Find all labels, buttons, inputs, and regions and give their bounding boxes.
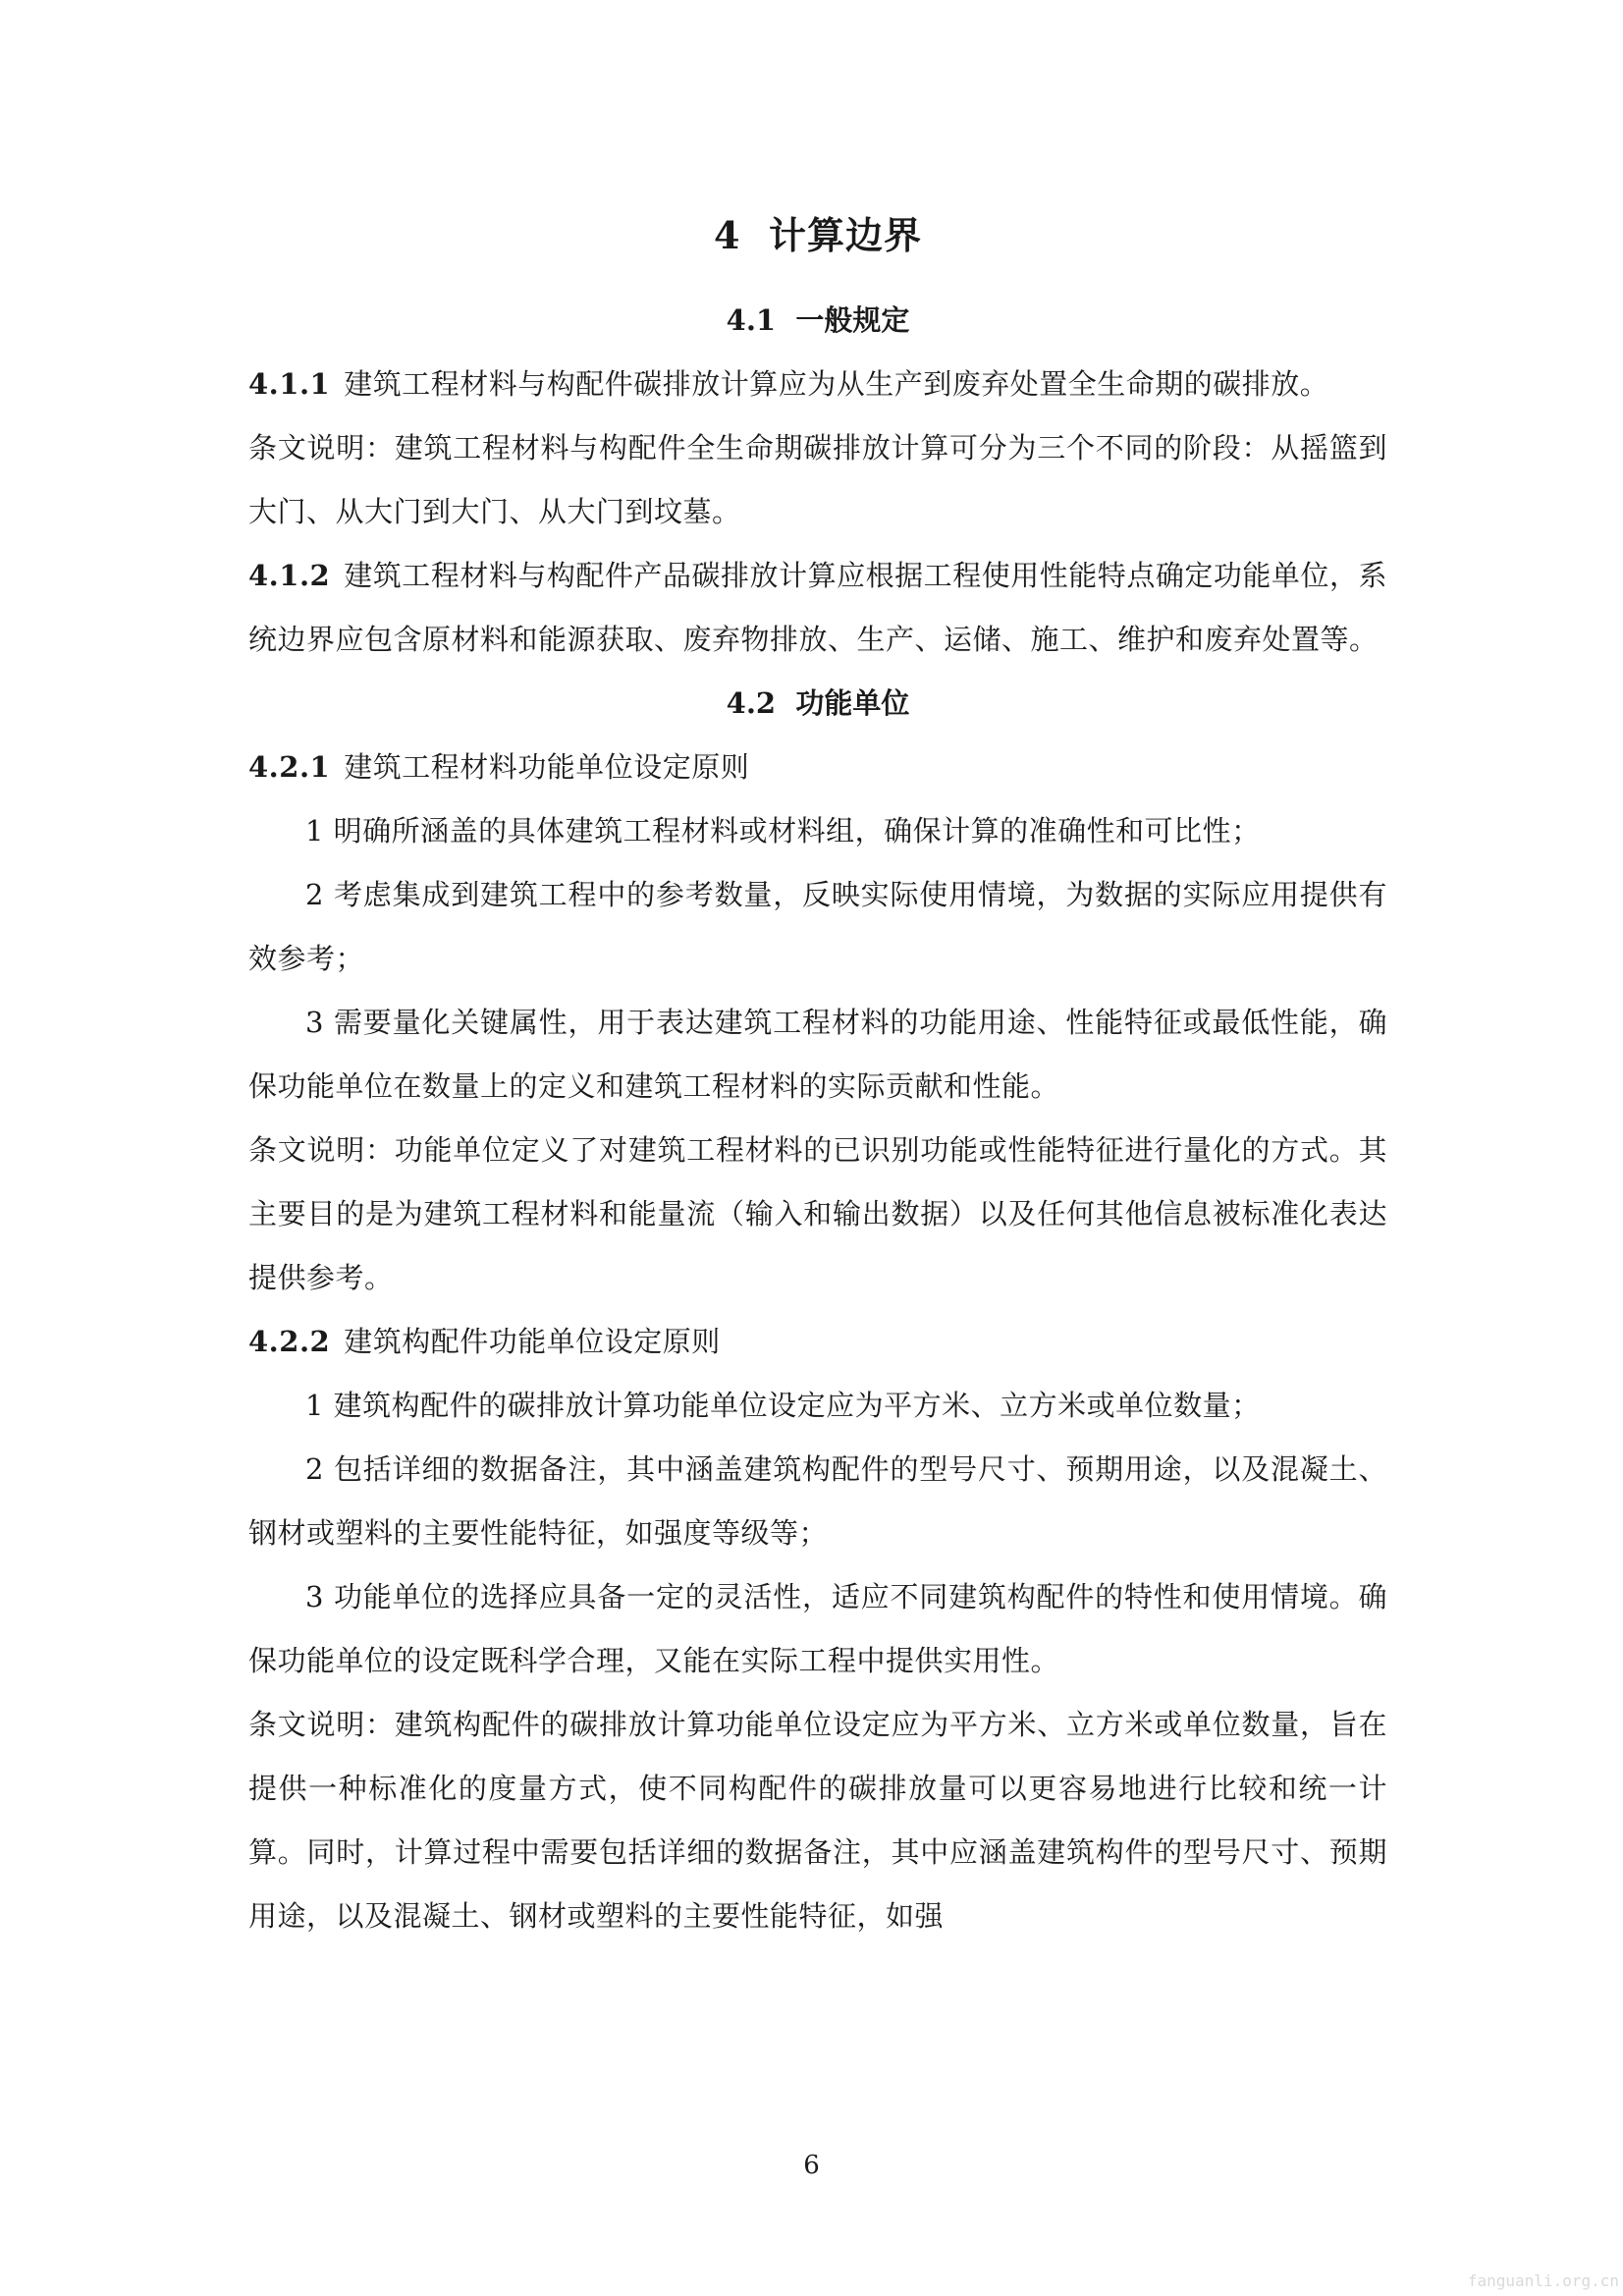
section-number: 4.2: [726, 686, 777, 720]
explanation-note-4-2-1: 条文说明：功能单位定义了对建筑工程材料的已识别功能或性能特征进行量化的方式。其主要目的是为建筑工程材料和能量流（输入和输出数据）以及任何其他信息被标准化表达提供参考。: [248, 1133, 1387, 1294]
document-page: [248, 206, 1387, 1948]
clause-text: 建筑构配件功能单位设定原则: [344, 1325, 721, 1358]
clause-number: 4.1.2: [248, 559, 331, 592]
clause-4-2-1: [248, 736, 1387, 799]
clause-text: 建筑工程材料与构配件碳排放计算应为从生产到废弃处置全生命期的碳排放。: [344, 367, 1329, 401]
list-item: 2 包括详细的数据备注，其中涵盖建筑构配件的型号尺寸、预期用途，以及混凝土、钢材或塑料的主要性能特征，如强度等级等；: [248, 1452, 1387, 1550]
clause-number: 4.1.1: [248, 367, 331, 401]
clause-4-1-1: [248, 353, 1387, 416]
chapter-number: 4: [714, 213, 741, 257]
list-item: 2 考虑集成到建筑工程中的参考数量，反映实际使用情境，为数据的实际应用提供有效参考；: [248, 878, 1387, 975]
chapter-title-text: 计算边界: [768, 213, 922, 257]
chapter-title: [248, 206, 1387, 265]
list-item: 1 明确所涵盖的具体建筑工程材料或材料组，确保计算的准确性和可比性；: [305, 814, 1261, 847]
section-number: 4.1: [726, 303, 777, 337]
list-item: 3 功能单位的选择应具备一定的灵活性，适应不同建筑构配件的特性和使用情境。确保功能单位的设定既科学合理，又能在实际工程中提供实用性。: [248, 1580, 1387, 1677]
clause-number: 4.2.1: [248, 750, 331, 784]
explanation-note-4-1-1: 条文说明：建筑工程材料与构配件全生命期碳排放计算可分为三个不同的阶段：从摇篮到大门、从大门到大门、从大门到坟墓。: [248, 431, 1387, 528]
explanation-note-4-2-2: 条文说明：建筑构配件的碳排放计算功能单位设定应为平方米、立方米或单位数量，旨在提供一种标准化的度量方式，使不同构配件的碳排放量可以更容易地进行比较和统一计算。同时，计算过程中需要包括详细的数据备注，其中应涵盖建筑构件的型号尺寸、预期用途，以及混凝土、钢材或塑料的主要性能特征，如强: [248, 1708, 1387, 1933]
clause-4-1-2: [248, 544, 1387, 672]
section-title-text: 一般规定: [795, 303, 910, 337]
section-title-4-1: [248, 289, 1387, 353]
list-item: 1 建筑构配件的碳排放计算功能单位设定应为平方米、立方米或单位数量；: [305, 1389, 1261, 1422]
clause-text: 建筑工程材料功能单位设定原则: [344, 750, 750, 784]
section-title-4-2: [248, 672, 1387, 736]
section-title-text: 功能单位: [795, 686, 910, 720]
list-item: 3 需要量化关键属性，用于表达建筑工程材料的功能用途、性能特征或最低性能，确保功能单位在数量上的定义和建筑工程材料的实际贡献和性能。: [248, 1006, 1387, 1103]
clause-number: 4.2.2: [248, 1325, 331, 1358]
clause-4-2-2: [248, 1310, 1387, 1374]
page-number: 6: [803, 2151, 820, 2180]
watermark: fanguanli.org.cn: [1467, 2271, 1619, 2290]
clause-text: 建筑工程材料与构配件产品碳排放计算应根据工程使用性能特点确定功能单位，系统边界应包含原材料和能源获取、废弃物排放、生产、运储、施工、维护和废弃处置等。: [248, 559, 1387, 656]
